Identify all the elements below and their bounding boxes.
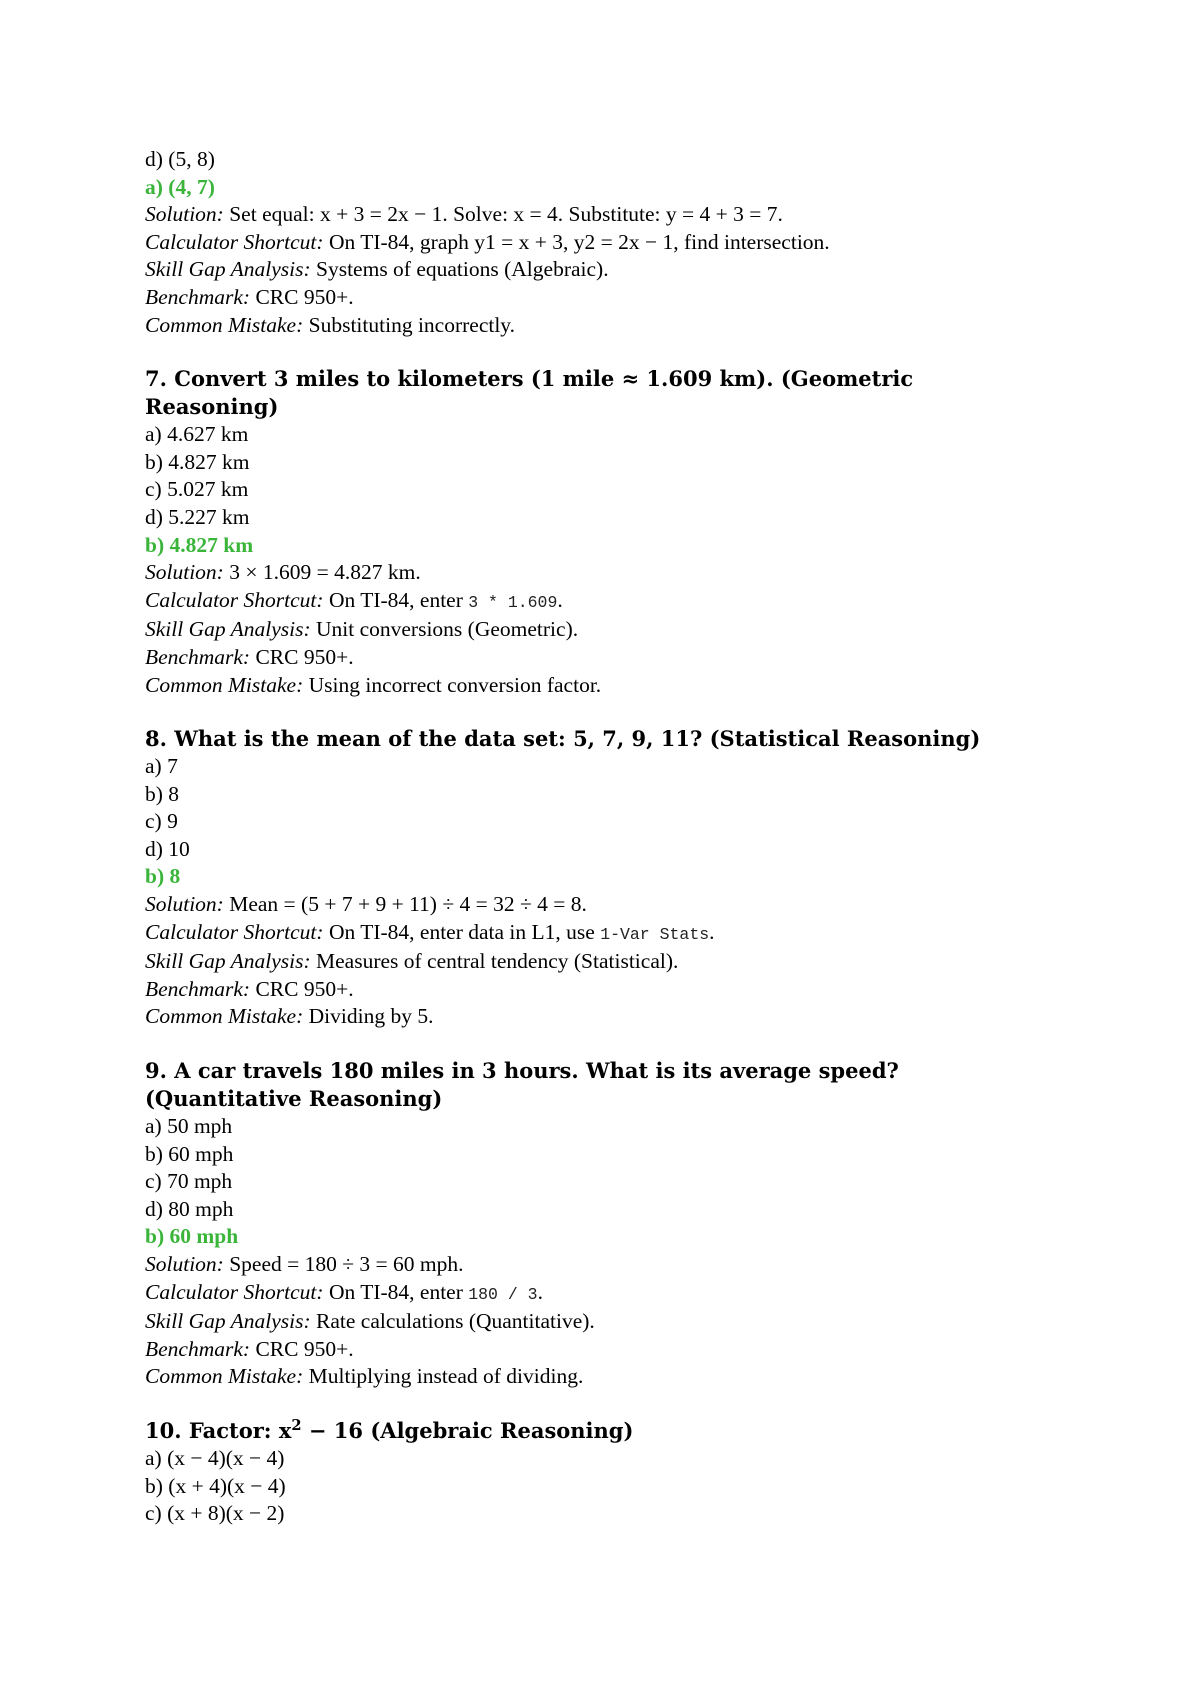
question-10-heading-start: 10. Factor: x	[145, 1417, 292, 1443]
option-a: a) 7	[145, 754, 178, 779]
skill-gap-label: Skill Gap Analysis:	[145, 949, 311, 974]
solution-label: Solution:	[145, 892, 224, 917]
skill-gap-text: Systems of equations (Algebraic).	[316, 257, 609, 282]
question-10-heading	[145, 1417, 1045, 1445]
benchmark-label: Benchmark:	[145, 644, 251, 669]
calculator-shortcut-text: On TI-84, enter	[328, 1279, 463, 1304]
solution-text: 3 × 1.609 = 4.827 km.	[229, 560, 421, 585]
skill-gap-line	[145, 256, 1045, 284]
calculator-shortcut-end: .	[709, 919, 715, 944]
option-a: a) 4.627 km	[145, 422, 249, 447]
solution-text: Set equal: x + 3 = 2x − 1. Solve: x = 4. Substitute: y = 4 + 3 = 7.	[229, 202, 783, 227]
question-10-heading-end: − 16 (Algebraic Reasoning)	[301, 1417, 634, 1443]
solution-text: Speed = 180 ÷ 3 = 60 mph.	[229, 1252, 464, 1276]
common-mistake-text: Multiplying instead of dividing.	[308, 1364, 584, 1389]
calculator-shortcut-end: .	[537, 1279, 543, 1304]
benchmark-line	[145, 1336, 1045, 1364]
skill-gap-label: Skill Gap Analysis:	[145, 257, 311, 282]
option-b: b) (x + 4)(x − 4)	[145, 1473, 286, 1498]
option-b: b) 60 mph	[145, 1141, 234, 1166]
calculator-code: 180 / 3	[468, 1284, 538, 1304]
option-c: c) (x + 8)(x − 2)	[145, 1501, 285, 1526]
question-7-heading: 7. Convert 3 miles to kilometers (1 mile ≈ 1.609 km). (Geometric Reasoning)	[145, 366, 914, 420]
calculator-shortcut-line	[145, 229, 1045, 257]
skill-gap-line	[145, 616, 1045, 644]
option-d: d) 80 mph	[145, 1196, 234, 1221]
skill-gap-text: Rate calculations (Quantitative).	[316, 1309, 595, 1334]
solution-line	[145, 559, 1045, 587]
common-mistake-line	[145, 1003, 1045, 1031]
solution-label: Solution:	[145, 202, 224, 227]
calculator-shortcut-label: Calculator Shortcut:	[145, 229, 324, 254]
calculator-shortcut-label: Calculator Shortcut:	[145, 919, 324, 944]
benchmark-text: CRC 950+.	[255, 284, 354, 309]
calculator-shortcut-line	[145, 919, 1045, 949]
option-c: c) 9	[145, 809, 178, 834]
option-d: d) 10	[145, 836, 190, 861]
common-mistake-text: Substituting incorrectly.	[308, 312, 516, 337]
common-mistake-line	[145, 672, 1045, 700]
skill-gap-text: Measures of central tendency (Statistical).	[316, 949, 679, 974]
calculator-shortcut-text: On TI-84, graph y1 = x + 3, y2 = 2x − 1, find intersection.	[328, 229, 830, 254]
calculator-code: 1-Var Stats	[600, 924, 710, 944]
option-b: b) 8	[145, 781, 180, 806]
page-content	[145, 146, 1045, 1528]
skill-gap-label: Skill Gap Analysis:	[145, 617, 311, 642]
common-mistake-text: Using incorrect conversion factor.	[308, 672, 602, 697]
question-9-heading: 9. A car travels 180 miles in 3 hours. What is its average speed? (Quantitative Reasoning)	[145, 1058, 899, 1112]
solution-line	[145, 1251, 1045, 1279]
skill-gap-label: Skill Gap Analysis:	[145, 1309, 311, 1334]
common-mistake-label: Common Mistake:	[145, 1364, 304, 1389]
common-mistake-label: Common Mistake:	[145, 672, 304, 697]
benchmark-label: Benchmark:	[145, 976, 251, 1001]
common-mistake-text: Dividing by 5.	[308, 1004, 434, 1029]
solution-text: Mean = (5 + 7 + 9 + 11) ÷ 4 = 32 ÷ 4 = 8.	[229, 892, 587, 917]
benchmark-text: CRC 950+.	[255, 644, 354, 669]
calculator-shortcut-end: .	[557, 587, 563, 612]
correct-answer: b) 8	[145, 864, 181, 889]
option-b: b) 4.827 km	[145, 449, 250, 474]
calculator-shortcut-text: On TI-84, enter	[328, 587, 463, 612]
calculator-shortcut-label: Calculator Shortcut:	[145, 1279, 324, 1304]
option-c: c) 70 mph	[145, 1169, 233, 1194]
calculator-shortcut-line	[145, 587, 1045, 617]
calculator-shortcut-text: On TI-84, enter data in L1, use	[328, 919, 595, 944]
benchmark-line	[145, 644, 1045, 672]
common-mistake-label: Common Mistake:	[145, 312, 304, 337]
correct-answer: b) 60 mph	[145, 1224, 239, 1249]
common-mistake-line	[145, 1363, 1045, 1391]
solution-label: Solution:	[145, 560, 224, 585]
option-d: d) (5, 8)	[145, 147, 215, 171]
benchmark-text: CRC 950+.	[255, 976, 354, 1001]
calculator-shortcut-label: Calculator Shortcut:	[145, 587, 324, 612]
correct-answer: a) (4, 7)	[145, 174, 215, 199]
benchmark-label: Benchmark:	[145, 284, 251, 309]
question-8-heading: 8. What is the mean of the data set: 5, 7, 9, 11? (Statistical Reasoning)	[145, 726, 981, 752]
common-mistake-line	[145, 312, 1045, 340]
solution-line	[145, 201, 1045, 229]
benchmark-text: CRC 950+.	[255, 1336, 354, 1361]
benchmark-line	[145, 976, 1045, 1004]
solution-line	[145, 891, 1045, 919]
benchmark-line	[145, 284, 1045, 312]
skill-gap-text: Unit conversions (Geometric).	[316, 617, 579, 642]
correct-answer: b) 4.827 km	[145, 532, 254, 557]
option-a: a) (x − 4)(x − 4)	[145, 1445, 285, 1470]
benchmark-label: Benchmark:	[145, 1336, 251, 1361]
skill-gap-line	[145, 1308, 1045, 1336]
common-mistake-label: Common Mistake:	[145, 1004, 304, 1029]
skill-gap-line	[145, 948, 1045, 976]
option-c: c) 5.027 km	[145, 477, 249, 502]
option-a: a) 50 mph	[145, 1114, 233, 1139]
calculator-code: 3 * 1.609	[468, 592, 558, 612]
exponent: 2	[291, 1416, 302, 1434]
calculator-shortcut-line	[145, 1279, 1045, 1309]
solution-label: Solution:	[145, 1252, 224, 1276]
option-d: d) 5.227 km	[145, 504, 250, 529]
